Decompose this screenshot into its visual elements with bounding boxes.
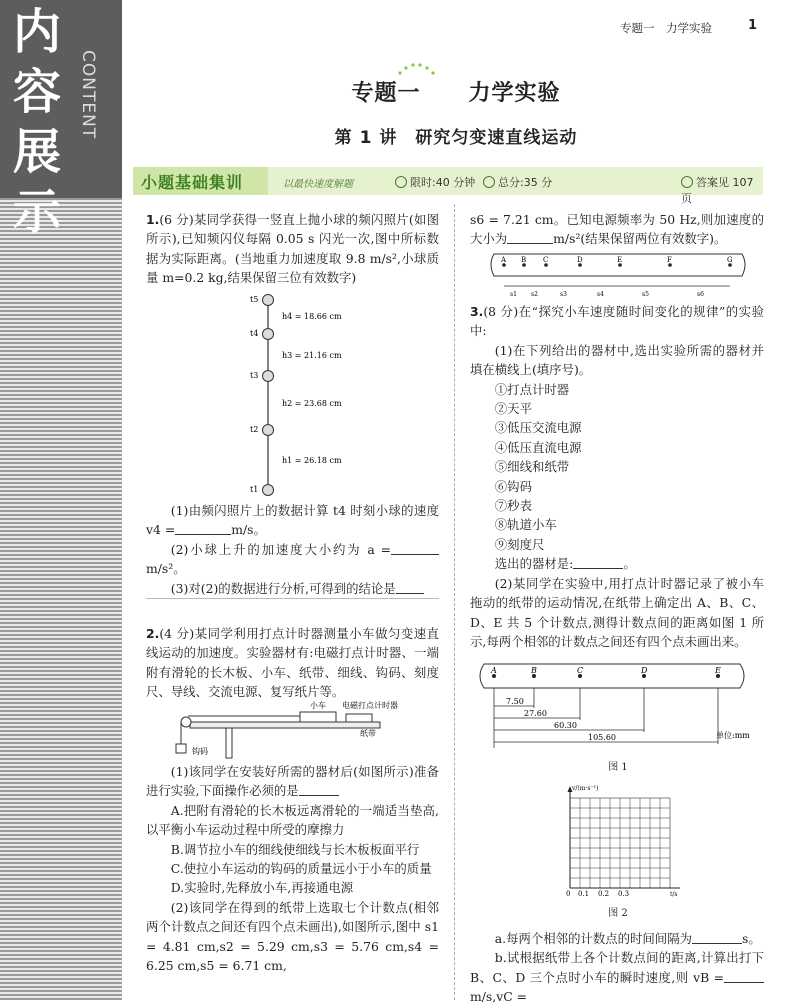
clock-icon (395, 176, 407, 188)
label-cart: 小车 (310, 701, 326, 710)
q2-option: D.实验时,先释放小车,再接通电源 (170, 880, 354, 896)
q3-part1: (1)在下列给出的器材中,选出实验所需的器材并填在横线上(填序号)。 (470, 342, 764, 378)
ball-t4 (263, 329, 274, 340)
fig1-point: C (577, 666, 584, 675)
t-label: t2 (250, 425, 259, 434)
equipment-item: ③低压交流电源 (494, 420, 582, 436)
section-answer-ref (681, 174, 763, 206)
fig1-point: E (715, 666, 721, 675)
q1-parts (146, 501, 439, 598)
answer-blank[interactable] (396, 581, 424, 594)
tape-point-label: E (617, 256, 623, 264)
label-weight: 钩码 (192, 747, 208, 756)
section-time (395, 174, 475, 190)
topic-title (122, 76, 790, 107)
q2-part2: (2)该同学在得到的纸带上选取七个计数点(相邻两个计数点之间还有四个点未画出),如图所示,图中 s1 = 4.81 cm,s2 = 5.29 cm,s3 = 5.76 cm,s4 = 6.25 cm,s5 = 6.71 cm, (146, 899, 439, 974)
q1-strobe-figure (240, 290, 370, 500)
q2-option: A.把附有滑轮的长木板远离滑轮的一端适当垫高,以平衡小车运动过程中所受的摩擦力 (146, 802, 439, 838)
question-separator (146, 598, 439, 599)
check-icon (483, 176, 495, 188)
ball-t3 (263, 371, 274, 382)
answer-blank[interactable] (573, 556, 623, 569)
decorative-dots (396, 62, 436, 76)
label-tape: 纸带 (360, 729, 376, 738)
equipment-item: ⑤细线和纸带 (494, 459, 570, 475)
answer-blank[interactable] (724, 970, 764, 983)
fig2-xtick: 0.1 (578, 890, 590, 898)
answer-blank[interactable] (692, 931, 742, 944)
q1-stem: (6 分)某同学获得一竖直上抛小球的频闪照片(如图所示),已知频闪仪每隔 0.05 s 闪光一次,图中所标数据为实际距离。(当地重力加速度取 9.8 m/s²,小球质量 m=0.2 kg,结果保留三位有效数字) (146, 212, 439, 286)
label-timer: 电磁打点计时器 (342, 701, 398, 710)
sidebar-title-box (0, 0, 122, 240)
t-label: t5 (250, 295, 259, 304)
section-subtitle: 以最快速度解题 (283, 179, 353, 190)
q3-block: 3.(8 分)在“探究小车速度随时间变化的规律”的实验中: (1)在下列给出的器材中,选出实验所需的器材并填在横线上(填序号)。 ①打点计时器 ②天平 ③低压交流电源 ④低压直流电源 ⑤细线和纸带 ⑥钩码 ⑦秒表 ⑧轨道小车 ⑨刻度尺 选出的器材是: 。 (2)某同学在实验中,用打点计时器记录了被小车拖动的纸带的运动情况,在纸带上确定出 A、B、C、D、E 共 5 个计数点,测得计数点间的距离如图 1 所示,每两个相邻的计数点之间还有四个点未画出来。 (470, 302, 764, 651)
fig2-ylabel: v/(m·s⁻¹) (572, 785, 599, 792)
q3-qb-mid: m/s,vC = (470, 989, 528, 1005)
sidebar-title: 内容展示 (12, 4, 63, 240)
smile-icon (681, 176, 693, 188)
q1-part2: (2)小球上升的加速度大小约为 a = (170, 541, 391, 557)
tape-seg-label: s5 (642, 291, 649, 298)
tape-point-label: C (543, 256, 549, 264)
q3-fig1-tape (478, 660, 758, 770)
q2-number: 2. (146, 626, 160, 641)
topic-title-part1: 专题一 (351, 81, 421, 106)
q3-number: 3. (470, 304, 484, 319)
ball-t5 (263, 295, 274, 306)
tape-point-label: D (577, 256, 583, 264)
equipment-item: ④低压直流电源 (494, 439, 582, 455)
t-label: t4 (250, 329, 259, 338)
fig1-point: B (531, 666, 537, 675)
fig1-distance: 60.30 (554, 721, 577, 730)
h-label: h3 = 21.16 cm (282, 351, 342, 360)
tape-point-label: F (667, 256, 672, 264)
sidebar-band (0, 0, 122, 1000)
fig2-xtick: 0 (566, 890, 571, 898)
q3-qa: a.每两个相邻的计数点的时间间隔为 (494, 931, 692, 946)
fig2-xlabel: t/s (670, 891, 678, 898)
q3-stem: (8 分)在“探究小车速度随时间变化的规律”的实验中: (470, 304, 764, 339)
running-header: 专题一 力学实验 (620, 21, 712, 35)
q1-stem-block (146, 210, 439, 288)
lesson-title: 第 1 讲 研究匀变速直线运动 (334, 128, 578, 148)
answer-blank[interactable] (391, 542, 439, 555)
fig1-caption: 图 1 (608, 762, 628, 773)
answer-blank[interactable] (175, 522, 231, 535)
tape-seg-label: s6 (697, 291, 704, 298)
q2-parts (146, 762, 439, 975)
q2-stem: (4 分)某同学利用打点计时器测量小车做匀变速直线运动的加速度。实验器材有:电磁打点计时器、一端附有滑轮的长木板、小车、纸带、细线、钩码、刻度尺、导线、交流电源、复写纸片等。 (146, 626, 439, 700)
topic-title-part2: 力学实验 (468, 81, 561, 106)
tape-seg-label: s2 (531, 291, 538, 298)
h-label: h1 = 26.18 cm (282, 456, 342, 465)
answer-blank[interactable] (299, 783, 339, 796)
fig2-xtick: 0.3 (618, 890, 630, 898)
q1-part1: (1)由频闪照片上的数据计算 t4 时刻小球的速度 v4 = (146, 503, 439, 538)
ball-t2 (263, 425, 274, 436)
q2-continued (470, 210, 764, 249)
tape-seg-label: s4 (597, 291, 604, 298)
q2-tape-figure (490, 250, 750, 300)
section-bar (133, 167, 763, 205)
fig1-unit: 单位:mm (716, 731, 750, 740)
sidebar-title-en: CONTENT (78, 50, 98, 140)
tape-point-label: B (521, 256, 527, 264)
h-label: h2 = 23.68 cm (282, 399, 342, 408)
page-number: 1 (748, 18, 758, 33)
fig1-distance: 105.60 (588, 733, 616, 742)
section-name: 小题基础集训 (141, 173, 244, 192)
fig2-grid (570, 798, 670, 888)
equipment-item: ⑧轨道小车 (494, 517, 557, 533)
equipment-item: ⑦秒表 (494, 498, 532, 514)
q3-selected: 选出的器材是: (494, 556, 574, 572)
q1-part1-unit: m/s。 (231, 522, 266, 538)
q2-cont: s6 = 7.21 cm。已知电源频率为 50 Hz,则加速度的大小为 (470, 212, 764, 247)
equipment-item: ②天平 (494, 401, 532, 417)
fig1-point: A (491, 666, 497, 675)
q1-part2-unit: m/s²。 (146, 561, 186, 577)
tape-seg-label: s3 (560, 291, 567, 298)
fig1-distance: 27.60 (524, 709, 547, 718)
q2-apparatus-figure (170, 700, 420, 760)
q3-qa-unit: s。 (741, 931, 761, 946)
q2-option: B.调节拉小车的细线使细线与长木板板面平行 (170, 841, 420, 857)
q3-fig2-graph (556, 782, 686, 898)
q3-part2: (2)某同学在实验中,用打点计时器记录了被小车拖动的纸带的运动情况,在纸带上确定出 A、B、C、D、E 共 5 个计数点,测得计数点间的距离如图 1 所示,每两个相邻的计数点之间还有四个点未画出来。 (470, 575, 764, 649)
fig2-caption: 图 2 (608, 908, 628, 919)
t-label: t1 (250, 485, 259, 494)
q1-number: 1. (146, 212, 160, 227)
h-label: h4 = 18.66 cm (282, 312, 342, 321)
fig2-xtick: 0.2 (598, 890, 610, 898)
section-time-text: 限时:40 分钟 (410, 176, 476, 189)
fig1-distance: 7.50 (506, 697, 524, 706)
ball-t1 (263, 485, 274, 496)
tape-point-label: A (501, 256, 507, 264)
section-score (483, 174, 552, 190)
t-label: t3 (250, 371, 259, 380)
column-divider (454, 204, 455, 1000)
q1-part3: (3)对(2)的数据进行分析,可得到的结论是 (170, 580, 396, 596)
equipment-item: ⑥钩码 (494, 478, 532, 494)
q2-cont-unit: m/s²(结果保留两位有效数字)。 (553, 231, 727, 247)
fig1-point: D (641, 666, 648, 675)
section-answer-text: 答案见 107 页 (681, 176, 754, 205)
q2-option: C.使拉小车运动的钩码的质量远小于小车的质量 (170, 861, 432, 877)
equipment-item: ①打点计时器 (494, 381, 570, 397)
equipment-item: ⑨刻度尺 (494, 536, 545, 552)
answer-blank[interactable] (507, 231, 553, 244)
q2-part1: (1)该同学在安装好所需的器材后(如图所示)准备进行实验,下面操作必须的是 (146, 764, 439, 799)
tape-seg-label: s1 (510, 291, 517, 298)
tape-point-label: G (727, 256, 733, 264)
section-score-text: 总分:35 分 (498, 176, 553, 189)
q3-qb: b.试根据纸带上各个计数点间的距离,计算出打下 B、C、D 三个点时小车的瞬时速度,则 vB = (470, 950, 764, 985)
q3-subquestions (470, 929, 764, 1007)
q2-stem-block (146, 624, 439, 702)
